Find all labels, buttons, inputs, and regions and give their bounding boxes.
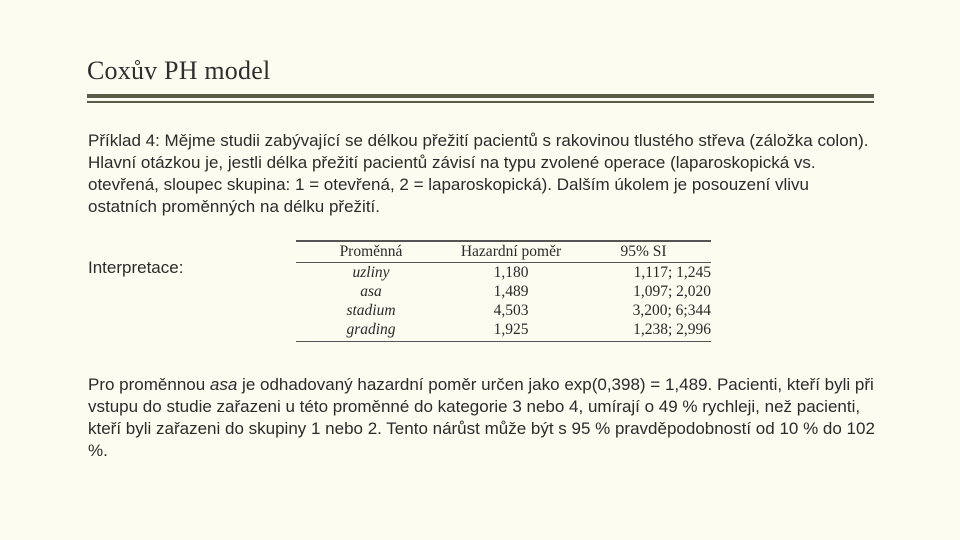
cell-variable: asa — [360, 282, 382, 300]
cell-variable: stadium — [346, 301, 396, 319]
table-header-row — [296, 242, 711, 262]
header-hazard-ratio: Hazardní poměr — [460, 242, 562, 260]
title-divider-thick — [87, 94, 874, 98]
cell-confidence-interval: 1,097; 2,020 — [633, 282, 711, 300]
interpretation-text-start: Pro proměnnou — [88, 375, 210, 394]
variable-name-asa: asa — [209, 375, 238, 394]
table-row — [296, 301, 711, 320]
slide-title: Coxův PH model — [87, 56, 271, 85]
cell-hazard-ratio: 4,503 — [493, 301, 529, 319]
cell-variable: uzliny — [352, 263, 390, 281]
interpretation-text-end: je odhadovaný hazardní poměr určen jako exp(0,398) = 1,489. Pacienti, kteří byli při vstupu do studie zařazeni u této proměnné do kategorie 3 nebo 4, umírají o 49 % rychleji, než pacienti, kteří byli zařazeni do skupiny 1 nebo 2. Tento nárůst může být s 95 % pravděpodobností od 10 % do 102 %. — [88, 375, 875, 460]
table-body — [296, 263, 711, 339]
cell-confidence-interval: 1,238; 2,996 — [633, 320, 711, 338]
cell-variable: grading — [346, 320, 396, 338]
cell-confidence-interval: 1,117; 1,245 — [633, 263, 711, 281]
cell-hazard-ratio: 1,489 — [493, 282, 529, 300]
interpretation-paragraph — [88, 374, 878, 462]
cell-hazard-ratio: 1,925 — [493, 320, 529, 338]
table-bottom-rule — [296, 341, 711, 342]
cell-confidence-interval: 3,200; 6;344 — [632, 301, 711, 319]
title-divider-thin — [87, 101, 874, 103]
example-paragraph: Příklad 4: Mějme studii zabývající se délkou přežití pacientů s rakovinou tlustého střeva (záložka colon). Hlavní otázkou je, jestli délka přežití pacientů závisí na typu zvolené operace (laparoskopická vs. otevřená, sloupec skupina: 1 = otevřená, 2 = laparoskopická). Dalším úkolem je posouzení vlivu ostatních proměnných na délku přežití. — [88, 131, 869, 216]
header-confidence-interval: 95% SI — [620, 242, 667, 260]
interpretation-label: Interpretace: — [88, 258, 184, 277]
table-row — [296, 320, 711, 339]
header-variable: Proměnná — [339, 242, 403, 260]
hazard-ratio-table — [296, 240, 711, 342]
table-row — [296, 263, 711, 282]
table-row — [296, 282, 711, 301]
cell-hazard-ratio: 1,180 — [493, 263, 529, 281]
